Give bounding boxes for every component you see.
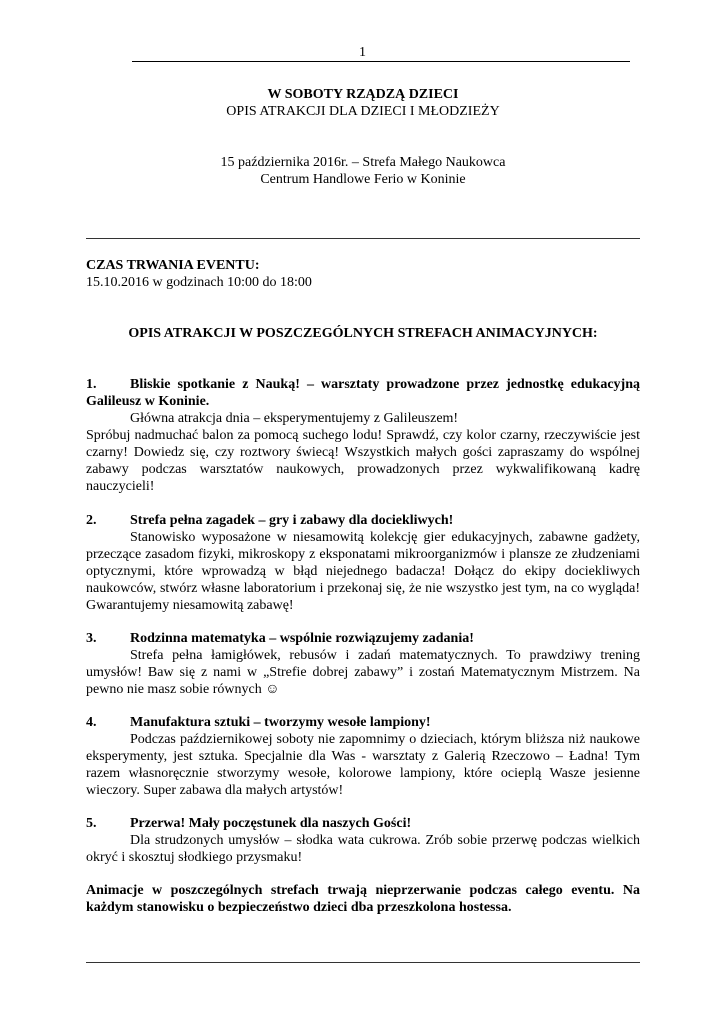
document-title: W SOBOTY RZĄDZĄ DZIECI xyxy=(267,87,459,102)
section-2-heading xyxy=(86,512,640,529)
section-1-title: Bliskie spotkanie z Nauką! – warsztaty prowadzone przez jednostkę edukacyjną Galileusz w Koninie. xyxy=(86,377,640,409)
section-4-body: Podczas październikowej soboty nie zapomnimy o dzieciach, którym bliższa niż naukowe eksperymenty, jest sztuka. Specjalnie dla Was - warsztaty z Galerią Rzeczowo – Ładna! Tym razem własnoręcznie stworzymy wesołe, kolorowe lampiony, które ocieplą Wasze jesienne wieczory. Super zabawa dla małych artystów! xyxy=(86,732,640,798)
section-5-body: Dla strudzonych umysłów – słodka wata cukrowa. Zrób sobie przerwę podczas wielkich okryć i skosztuj słodkiego przysmaku! xyxy=(86,833,640,865)
closing-note: Animacje w poszczególnych strefach trwają nieprzerwanie podczas całego eventu. Na każdym stanowisku o bezpieczeństwo dzieci dba przeszkolona hostessa. xyxy=(86,883,640,915)
event-venue-line: Centrum Handlowe Ferio w Koninie xyxy=(260,172,466,187)
section-5 xyxy=(86,815,640,866)
section-4-title: Manufaktura sztuki – tworzymy wesołe lampiony! xyxy=(130,715,431,730)
section-1-number: 1. xyxy=(86,377,97,392)
section-1 xyxy=(86,376,640,495)
footer-rule xyxy=(86,962,640,963)
section-4-number: 4. xyxy=(86,715,97,730)
event-date-line: 15 października 2016r. – Strefa Małego Naukowca xyxy=(220,155,506,170)
section-3-title: Rodzinna matematyka – wspólnie rozwiązujemy zadania! xyxy=(130,631,474,646)
document-subtitle: OPIS ATRAKCJI DLA DZIECI I MŁODZIEŻY xyxy=(226,104,500,119)
section-5-title: Przerwa! Mały poczęstunek dla naszych Gości! xyxy=(130,816,412,831)
header-rule xyxy=(132,61,630,62)
section-2-body: Stanowisko wyposażone w niesamowitą kolekcję gier edukacyjnych, zabawne gadżety, przeczące zasadom fizyki, mikroskopy z eksponatami mikroorganizmów i plansze ze złudzeniami optycznymi, które wprowadzą w błąd niejednego badacza! Dołącz do ekipy dociekliwych naukowców, stwórz własne laboratorium i przekonaj się, że nie wszystko jest tym, na co wygląda! Gwarantujemy niesamowitą zabawę! xyxy=(86,530,640,613)
section-1-body: Spróbuj nadmuchać balon za pomocą suchego lodu! Sprawdź, czy kolor czarny, rzeczywiście jest czarny! Dowiedz się, czy roztwory świecą! Wszystkich małych gości zapraszamy do wspólnej zabawy podczas warsztatów naukowych, prowadzonych przez wykwalifikowaną kadrę nauczycieli! xyxy=(86,428,640,494)
section-4 xyxy=(86,714,640,799)
section-2-number: 2. xyxy=(86,513,97,528)
duration-value: 15.10.2016 w godzinach 10:00 do 18:00 xyxy=(86,275,312,290)
section-3-body: Strefa pełna łamigłówek, rebusów i zadań matematycznych. To prawdziwy trening umysłów! Baw się z nami w „Strefie dobrej zabawy” i zostań Matematycznym Mistrzem. Na pewno nie masz sobie równych ☺ xyxy=(86,648,640,697)
section-5-heading xyxy=(86,815,640,832)
page-number: 1 xyxy=(359,45,366,60)
section-2-title: Strefa pełna zagadek – gry i zabawy dla dociekliwych! xyxy=(130,513,454,528)
section-3-number: 3. xyxy=(86,631,97,646)
section-4-heading xyxy=(86,714,640,731)
zones-heading: OPIS ATRAKCJI W POSZCZEGÓLNYCH STREFACH ANIMACYJNYCH: xyxy=(128,326,598,341)
section-5-number: 5. xyxy=(86,816,97,831)
section-3-heading xyxy=(86,630,640,647)
section-1-lead: Główna atrakcja dnia – eksperymentujemy z Galileuszem! xyxy=(130,411,459,426)
section-2 xyxy=(86,512,640,614)
section-3 xyxy=(86,630,640,698)
section-divider xyxy=(86,238,640,239)
duration-label: CZAS TRWANIA EVENTU: xyxy=(86,258,260,273)
